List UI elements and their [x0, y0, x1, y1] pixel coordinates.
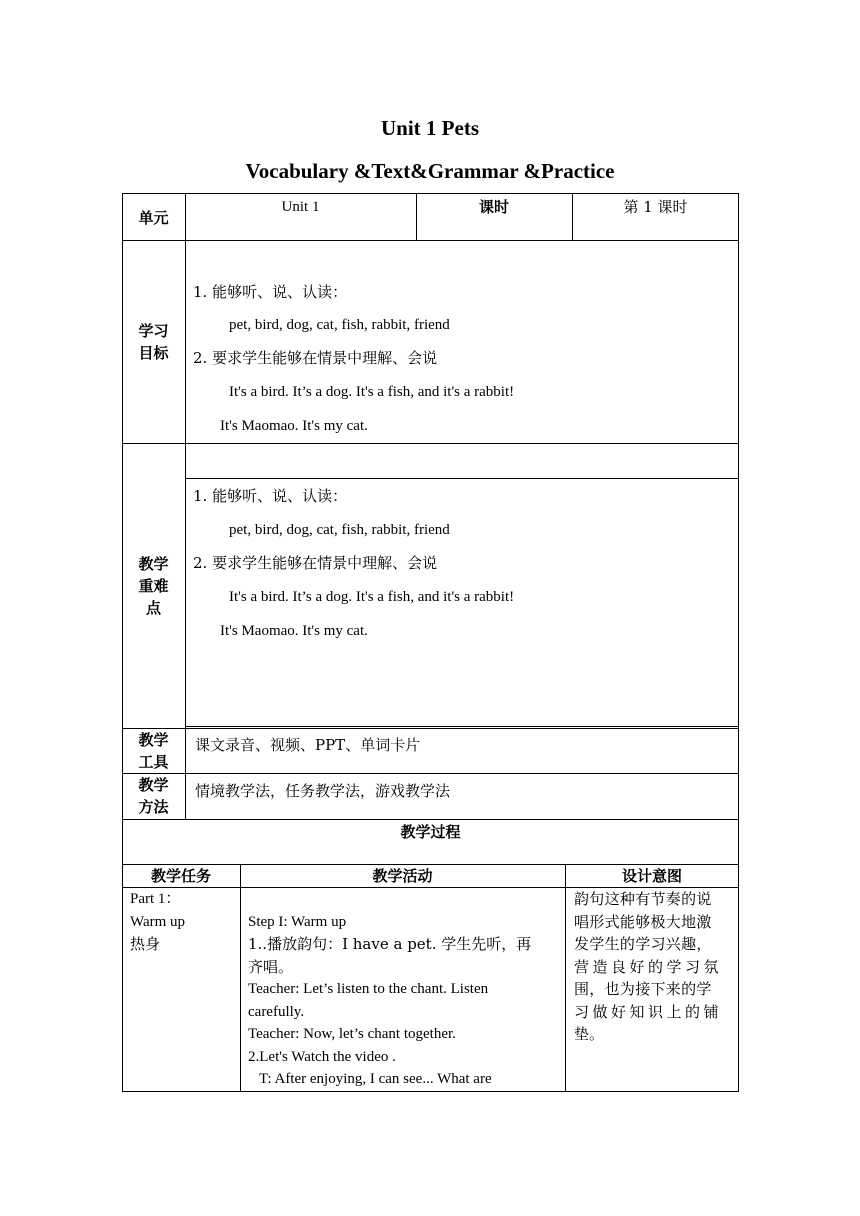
- unit-value: Unit 1: [281, 199, 320, 215]
- document-title: Unit 1 Pets: [381, 116, 479, 140]
- activity-line: 1..播放韵句：I have a pet. 学生先听，再: [248, 935, 532, 953]
- lesson-value: 第 1 课时: [623, 198, 688, 216]
- objective-line: 2. 要求学生能够在情景中理解、会说: [193, 349, 438, 367]
- intent-line: 围，也为接下来的学: [574, 980, 712, 998]
- intent-line: 垫。: [574, 1025, 605, 1043]
- methods-label: 教学 方法: [138, 776, 169, 816]
- tools-label: 教学 工具: [138, 731, 169, 771]
- intent-line: 习做好知识上的铺: [574, 1003, 723, 1021]
- activity-line: carefully.: [248, 1004, 305, 1020]
- column-header-task: 教学任务: [150, 867, 211, 885]
- task-line: Warm up: [130, 914, 186, 930]
- activity-line: Teacher: Now, let’s chant together.: [248, 1026, 456, 1042]
- task-line: 热身: [130, 935, 161, 953]
- activity-line: Teacher: Let’s listen to the chant. Listen: [248, 981, 489, 997]
- objective-line: pet, bird, dog, cat, fish, rabbit, friend: [229, 317, 450, 333]
- intent-line: 韵句这种有节奏的说: [574, 890, 712, 908]
- key-point-line: It's a bird. It’s a dog. It's a fish, and it's a rabbit!: [229, 589, 515, 605]
- column-header-intent: 设计意图: [621, 867, 682, 885]
- activity-line: 2.Let's Watch the video .: [248, 1049, 396, 1065]
- activity-line: T: After enjoying, I can see... What are: [248, 1071, 492, 1087]
- key-point-line: 1. 能够听、说、认读：: [193, 487, 348, 505]
- objective-line: It's Maomao. It's my cat.: [220, 418, 368, 434]
- column-header-activity: 教学活动: [372, 867, 433, 885]
- intent-line: 营造良好的学习氛: [574, 958, 723, 976]
- activity-line: 齐唱。: [248, 958, 294, 976]
- key-point-line: pet, bird, dog, cat, fish, rabbit, friend: [229, 522, 450, 538]
- task-line: Part 1：: [130, 891, 181, 907]
- intent-line: 发学生的学习兴趣，: [574, 935, 712, 953]
- document-subtitle: Vocabulary &Text&Grammar &Practice: [245, 159, 615, 183]
- objective-line: 1. 能够听、说、认读：: [193, 283, 348, 301]
- tools-value: 课文录音、视频、PPT、单词卡片: [195, 736, 421, 754]
- unit-label: 单元: [138, 209, 169, 227]
- activity-line: Step I: Warm up: [248, 914, 347, 930]
- key-points-label: 教学 重难 点: [138, 555, 169, 617]
- methods-value: 情境教学法，任务教学法，游戏教学法: [195, 782, 451, 800]
- intent-line: 唱形式能够极大地激: [574, 913, 712, 931]
- objectives-label: 学习 目标: [138, 322, 169, 362]
- objective-line: It's a bird. It’s a dog. It's a fish, and it's a rabbit!: [229, 384, 515, 400]
- process-title: 教学过程: [400, 823, 461, 841]
- key-point-line: 2. 要求学生能够在情景中理解、会说: [193, 554, 438, 572]
- key-point-line: It's Maomao. It's my cat.: [220, 623, 368, 639]
- lesson-label: 课时: [478, 198, 509, 216]
